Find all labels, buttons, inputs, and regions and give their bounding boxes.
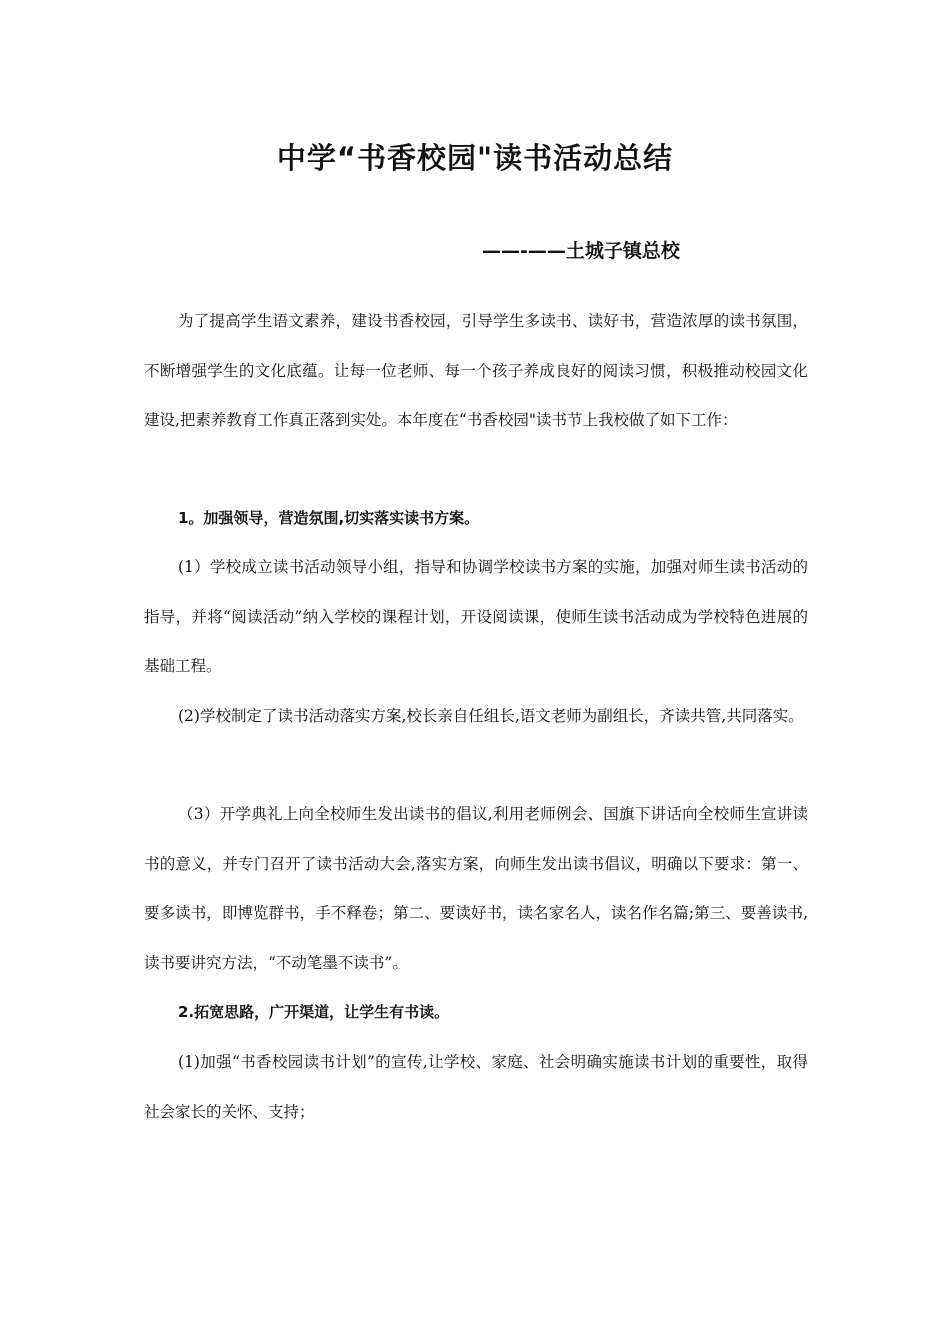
paragraph-2-1: (1)加强“书香校园读书计划”的宣传,让学校、家庭、社会明确实施读书计划的重要性，取得社会家长的关怀、支持； [144,1053,808,1121]
document-subtitle: ——-——土城子镇总校 [482,240,680,262]
paragraph-1-3: （3）开学典礼上向全校师生发出读书的倡议,利用老师例会、国旗下讲话向全校师生宣讲读书的意义，并专门召开了读书活动大会,落实方案，向师生发出读书倡议，明确以下要求：第一、要多读书，即博览群书，手不释卷；第二、要读好书，读名家名人，读名作名篇;第三、要善读书,读书要讲究方法，“不动笔墨不读书”。 [144,805,808,972]
section-heading-1: 1。加强领导，营造氛围,切实落实读书方案。 [178,509,480,527]
intro-paragraph: 为了提高学生语文素养，建设书香校园，引导学生多读书、读好书，营造浓厚的读书氛围，不断增强学生的文化底蕴。让每一位老师、每一个孩子养成良好的阅读习惯，积极推动校园文化建设,把素养教育工作真正落到实处。本年度在“书香校园"读书节上我校做了如下工作： [144,312,808,429]
section-heading-2: 2.拓宽思路，广开渠道，让学生有书读。 [178,1003,450,1021]
document-title: 中学“书香校园"读书活动总结 [276,141,674,175]
paragraph-1-2: (2)学校制定了读书活动落实方案,校长亲自任组长,语文老师为副组长，齐读共管,共同落实。 [178,707,804,725]
paragraph-1-1: (1）学校成立读书活动领导小组，指导和协调学校读书方案的实施，加强对师生读书活动的指导，并将“阅读活动”纳入学校的课程计划，开设阅读课，使师生读书活动成为学校特色进展的基础工程。 [144,558,808,675]
